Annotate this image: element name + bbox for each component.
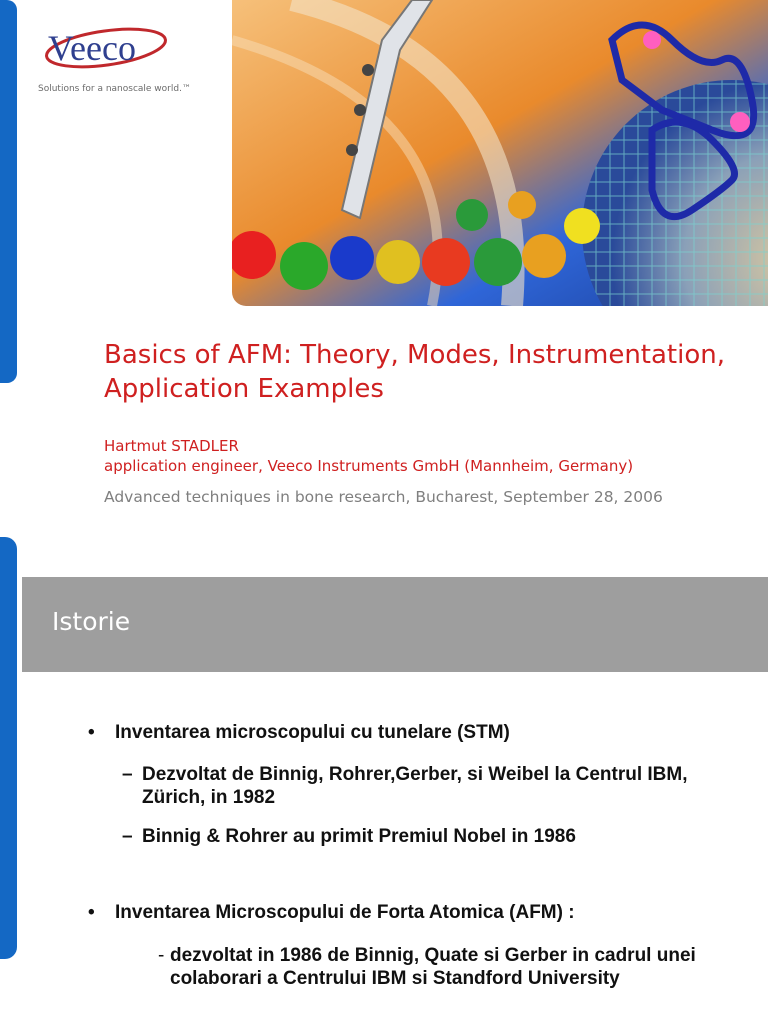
veeco-logo	[36, 18, 176, 82]
author-role: application engineer, Veeco Instruments GmbH (Mannheim, Germany)	[104, 457, 634, 475]
logo-tagline: Solutions for a nanoscale world.™	[38, 84, 191, 94]
bullet-marker: –	[122, 826, 133, 847]
bullet-text: Binnig & Rohrer au primit Premiul Nobel in 1986	[142, 826, 576, 847]
bullet-marker: •	[88, 902, 95, 923]
bullet-item	[88, 721, 510, 744]
bullet-text: Inventarea Microscopului de Forta Atomica (AFM) :	[115, 902, 575, 923]
bullet-item	[88, 901, 575, 924]
history-slide	[0, 537, 768, 1024]
hero-image	[232, 0, 768, 306]
sub-bullet-item	[122, 763, 702, 809]
slide-title: Istorie	[52, 607, 131, 636]
left-accent-bar	[0, 0, 17, 383]
bullet-text: Dezvoltat de Binnig, Rohrer,Gerber, si Weibel la Centrul IBM, Zürich, in 1982	[142, 764, 688, 808]
author-name: Hartmut STADLER	[104, 437, 239, 455]
veeco-logo-mark	[36, 18, 176, 78]
bullet-text: dezvoltat in 1986 de Binnig, Quate si Gerber in cadrul unei colaborari a Centrului IBM si Standford University	[170, 945, 696, 989]
veeco-logo-text: Veeco	[48, 28, 136, 68]
slide-header-bar	[22, 577, 768, 672]
bullet-marker: -	[158, 945, 165, 966]
left-accent-bar	[0, 537, 17, 959]
sub-bullet-item	[158, 944, 740, 990]
sub-bullet-item	[122, 825, 722, 848]
presentation-title: Basics of AFM: Theory, Modes, Instrumentation, Application Examples	[104, 340, 726, 404]
bullet-text: Inventarea microscopului cu tunelare (STM)	[115, 722, 510, 743]
bullet-marker: –	[122, 764, 133, 785]
bullet-marker: •	[88, 722, 95, 743]
event-info: Advanced techniques in bone research, Bucharest, September 28, 2006	[104, 488, 663, 506]
